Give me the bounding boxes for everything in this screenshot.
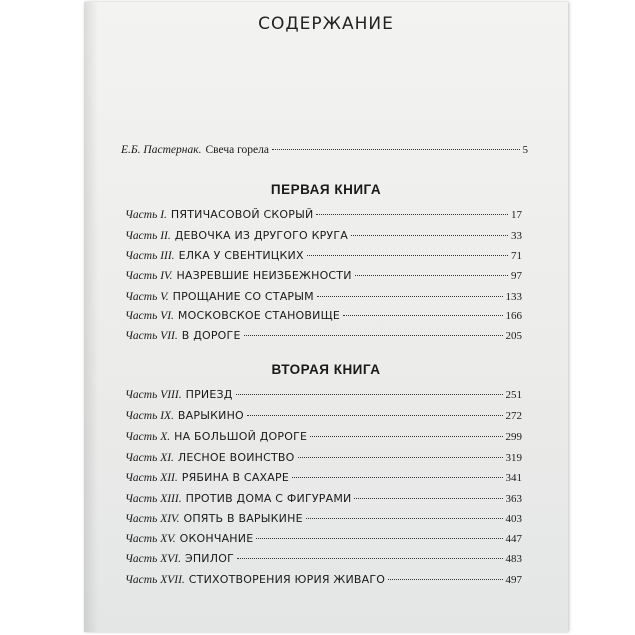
toc-intro-entry xyxy=(121,144,528,160)
toc-entry xyxy=(125,471,522,487)
part-title: В ДОРОГЕ xyxy=(181,329,241,342)
dot-leader xyxy=(354,498,502,499)
dot-leader xyxy=(292,477,503,478)
toc-entry xyxy=(125,552,522,568)
toc-entry xyxy=(125,430,522,446)
part-title: ОКОНЧАНИЕ xyxy=(179,532,254,545)
page-number: 17 xyxy=(511,209,522,221)
toc-entry xyxy=(125,573,522,589)
dot-leader xyxy=(388,579,502,580)
dot-leader xyxy=(317,296,503,297)
toc-entry xyxy=(125,329,522,345)
dot-leader xyxy=(256,538,502,539)
dot-leader xyxy=(351,235,508,236)
dot-leader xyxy=(310,436,502,437)
dot-leader xyxy=(316,214,508,215)
part-title: ПРОЩАНИЕ СО СТАРЫМ xyxy=(172,290,314,303)
page-title: СОДЕРЖАНИЕ xyxy=(258,14,394,34)
page-number: 133 xyxy=(505,291,522,303)
part-number: Часть I. xyxy=(125,209,167,221)
dot-leader xyxy=(355,275,508,276)
page-number: 341 xyxy=(505,472,522,484)
part-title: МОСКОВСКОЕ СТАНОВИЩЕ xyxy=(177,309,340,322)
toc-entry xyxy=(125,409,522,425)
part-title: ВАРЫКИНО xyxy=(177,409,244,422)
dot-leader xyxy=(307,255,508,256)
part-title: ПЯТИЧАСОВОЙ СКОРЫЙ xyxy=(170,208,314,221)
toc-entry xyxy=(125,388,522,404)
part-number: Часть XVII. xyxy=(125,574,185,586)
toc-entry xyxy=(125,249,522,265)
page-number: 251 xyxy=(505,389,522,401)
dot-leader xyxy=(306,518,503,519)
part-number: Часть V. xyxy=(125,291,169,303)
dot-leader xyxy=(247,415,503,416)
dot-leader xyxy=(298,457,503,458)
page-number: 363 xyxy=(505,493,522,505)
part-title: НА БОЛЬШОЙ ДОРОГЕ xyxy=(174,430,308,443)
dot-leader xyxy=(244,335,503,336)
page-number: 166 xyxy=(505,310,522,322)
page-number: 97 xyxy=(511,270,522,282)
part-number: Часть XVI. xyxy=(125,553,181,565)
part-number: Часть XII. xyxy=(125,472,178,484)
part-number: Часть VII. xyxy=(125,330,178,342)
page-number: 33 xyxy=(511,230,522,242)
page-number: 447 xyxy=(505,533,522,545)
book-page xyxy=(84,2,568,632)
part-number: Часть VI. xyxy=(125,310,174,322)
part-number: Часть VIII. xyxy=(125,389,182,401)
toc-entry xyxy=(125,229,522,245)
page-number: 497 xyxy=(505,574,522,586)
part-number: Часть II. xyxy=(125,230,171,242)
part-title: ЕЛКА У СВЕНТИЦКИХ xyxy=(178,249,304,262)
part-number: Часть IV. xyxy=(125,270,173,282)
part-number: Часть X. xyxy=(125,431,171,443)
part-title: ОПЯТЬ В ВАРЫКИНЕ xyxy=(183,512,303,525)
part-number: Часть XIV. xyxy=(125,513,180,525)
dot-leader xyxy=(343,315,503,316)
part-title: ПРОТИВ ДОМА С ФИГУРАМИ xyxy=(185,492,352,505)
part-number: Часть XIII. xyxy=(125,493,182,505)
book1-heading: ПЕРВАЯ КНИГА xyxy=(270,182,382,197)
part-title: НАЗРЕВШИЕ НЕИЗБЕЖНОСТИ xyxy=(176,269,352,282)
intro-page: 5 xyxy=(522,144,528,156)
book2-heading: ВТОРАЯ КНИГА xyxy=(271,362,381,377)
toc-entry xyxy=(125,290,522,306)
part-number: Часть XV. xyxy=(125,533,176,545)
toc-entry xyxy=(125,269,522,285)
dot-leader xyxy=(272,149,520,150)
page-number: 205 xyxy=(505,330,522,342)
dot-leader xyxy=(236,394,503,395)
part-title: ЛЕСНОЕ ВОИНСТВО xyxy=(177,451,295,464)
toc-entry xyxy=(125,532,522,548)
page-number: 71 xyxy=(511,250,522,262)
part-title: ПРИЕЗД xyxy=(185,388,233,401)
part-number: Часть XI. xyxy=(125,452,174,464)
part-title: РЯБИНА В САХАРЕ xyxy=(181,471,289,484)
page-number: 319 xyxy=(505,452,522,464)
part-title: СТИХОТВОРЕНИЯ ЮРИЯ ЖИВАГО xyxy=(188,573,386,586)
toc-entry xyxy=(125,512,522,528)
toc-entry xyxy=(125,309,522,325)
part-number: Часть IX. xyxy=(125,410,174,422)
intro-title: Свеча горела xyxy=(205,144,269,156)
page-number: 483 xyxy=(505,553,522,565)
toc-entry xyxy=(125,492,522,508)
part-number: Часть III. xyxy=(125,250,175,262)
part-title: ДЕВОЧКА ИЗ ДРУГОГО КРУГА xyxy=(174,229,348,242)
page-number: 299 xyxy=(505,431,522,443)
page-number: 403 xyxy=(505,513,522,525)
toc-entry xyxy=(125,451,522,467)
dot-leader xyxy=(237,558,503,559)
toc-entry xyxy=(125,208,522,224)
page-number: 272 xyxy=(505,410,522,422)
part-title: ЭПИЛОГ xyxy=(184,552,234,565)
intro-author: Е.Б. Пастернак. xyxy=(121,144,202,156)
